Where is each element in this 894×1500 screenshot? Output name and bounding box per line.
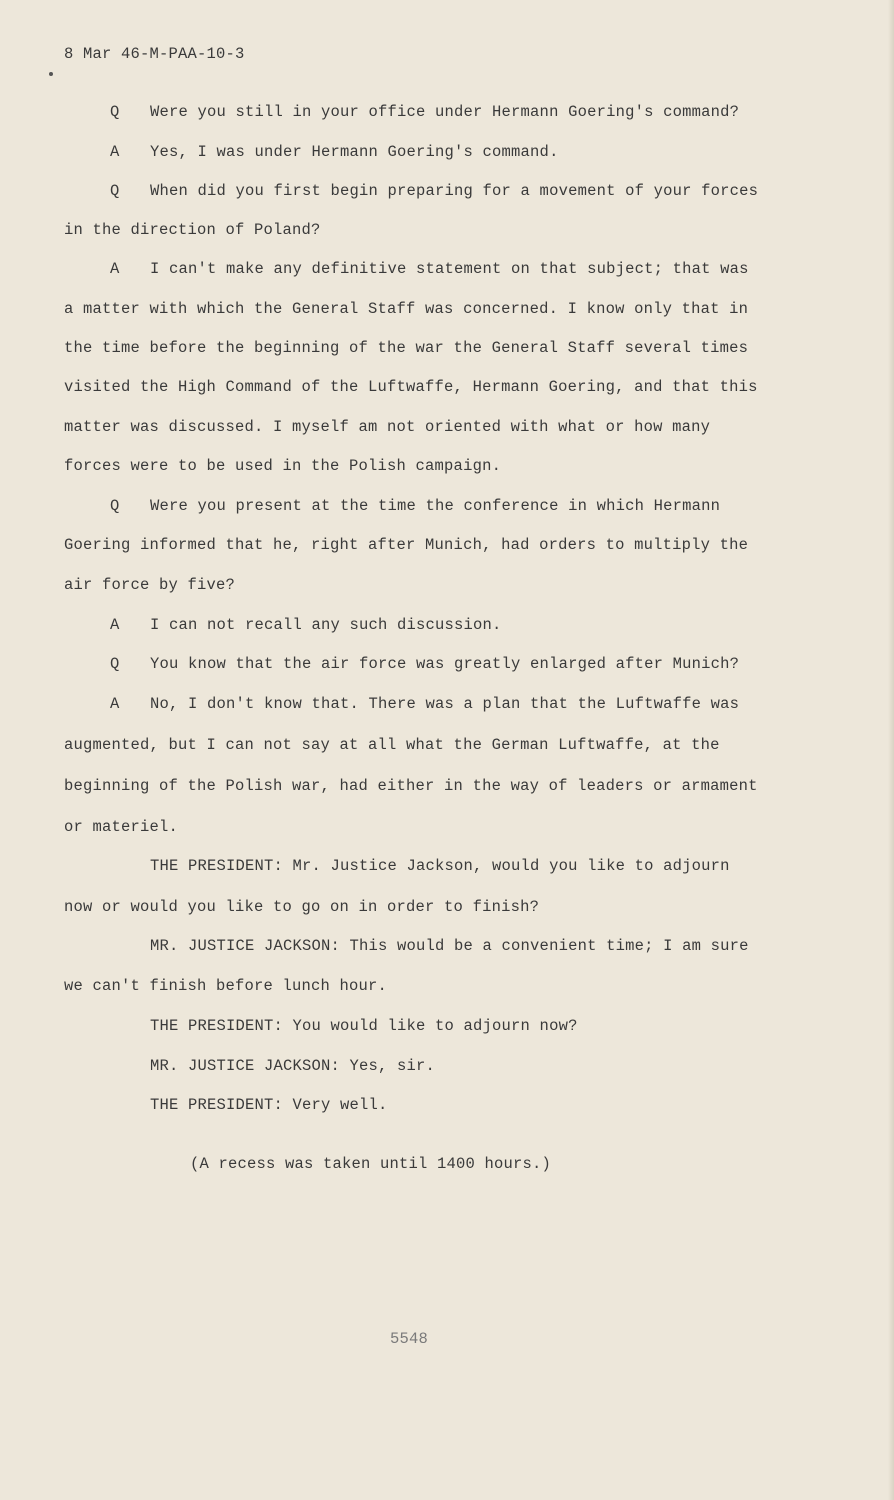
transcript-line: air force by five? xyxy=(64,576,236,594)
transcript-line: visited the High Command of the Luftwaffe, Hermann Goering, and that this xyxy=(64,378,758,396)
speaker-label: Q xyxy=(110,655,120,673)
transcript-line: MR. JUSTICE JACKSON: Yes, sir. xyxy=(150,1057,436,1075)
transcript-line: in the direction of Poland? xyxy=(64,221,321,239)
speaker-label: Q xyxy=(110,497,120,515)
speaker-label: A xyxy=(110,260,120,278)
line-text: You know that the air force was greatly enlarged after Munich? xyxy=(150,655,740,673)
line-text: I can not recall any such discussion. xyxy=(150,616,502,634)
speaker-label: Q xyxy=(110,103,120,121)
page-number: 5548 xyxy=(390,1330,429,1348)
line-text: Yes, I was under Hermann Goering's command. xyxy=(150,143,559,161)
speaker-label: Q xyxy=(110,182,120,200)
transcript-line xyxy=(110,497,720,515)
transcript-line: THE PRESIDENT: You would like to adjourn now? xyxy=(150,1017,578,1035)
transcript-line: matter was discussed. I myself am not oriented with what or how many xyxy=(64,418,711,436)
transcript-line xyxy=(110,695,739,713)
transcript-line xyxy=(110,182,758,200)
transcript-line: THE PRESIDENT: Mr. Justice Jackson, would you like to adjourn xyxy=(150,857,730,875)
line-text: When did you first begin preparing for a movement of your forces xyxy=(150,182,759,200)
document-id: 8 Mar 46-M-PAA-10-3 xyxy=(64,45,245,63)
transcript-line: beginning of the Polish war, had either in the way of leaders or armament xyxy=(64,777,758,795)
transcript-line xyxy=(110,143,559,161)
transcript-line xyxy=(110,260,749,278)
ink-mark xyxy=(49,72,53,76)
transcript-line xyxy=(110,616,502,634)
transcript-line: augmented, but I can not say at all what the German Luftwaffe, at the xyxy=(64,736,720,754)
recess-note: (A recess was taken until 1400 hours.) xyxy=(190,1155,552,1173)
transcript-line: or materiel. xyxy=(64,818,179,836)
transcript-line: Goering informed that he, right after Munich, had orders to multiply the xyxy=(64,536,749,554)
transcript-line: THE PRESIDENT: Very well. xyxy=(150,1096,388,1114)
speaker-label: A xyxy=(110,143,120,161)
line-text: Were you present at the time the conference in which Hermann xyxy=(150,497,721,515)
transcript-line: we can't finish before lunch hour. xyxy=(64,977,388,995)
transcript-line: now or would you like to go on in order to finish? xyxy=(64,898,540,916)
transcript-line: the time before the beginning of the war the General Staff several times xyxy=(64,339,749,357)
transcript-line: a matter with which the General Staff was concerned. I know only that in xyxy=(64,300,749,318)
transcript-line: forces were to be used in the Polish campaign. xyxy=(64,457,502,475)
line-text: I can't make any definitive statement on that subject; that was xyxy=(150,260,749,278)
transcript-line xyxy=(110,655,739,673)
line-text: No, I don't know that. There was a plan that the Luftwaffe was xyxy=(150,695,740,713)
transcript-line xyxy=(110,103,739,121)
transcript-line: MR. JUSTICE JACKSON: This would be a convenient time; I am sure xyxy=(150,937,749,955)
speaker-label: A xyxy=(110,695,120,713)
line-text: Were you still in your office under Hermann Goering's command? xyxy=(150,103,740,121)
speaker-label: A xyxy=(110,616,120,634)
